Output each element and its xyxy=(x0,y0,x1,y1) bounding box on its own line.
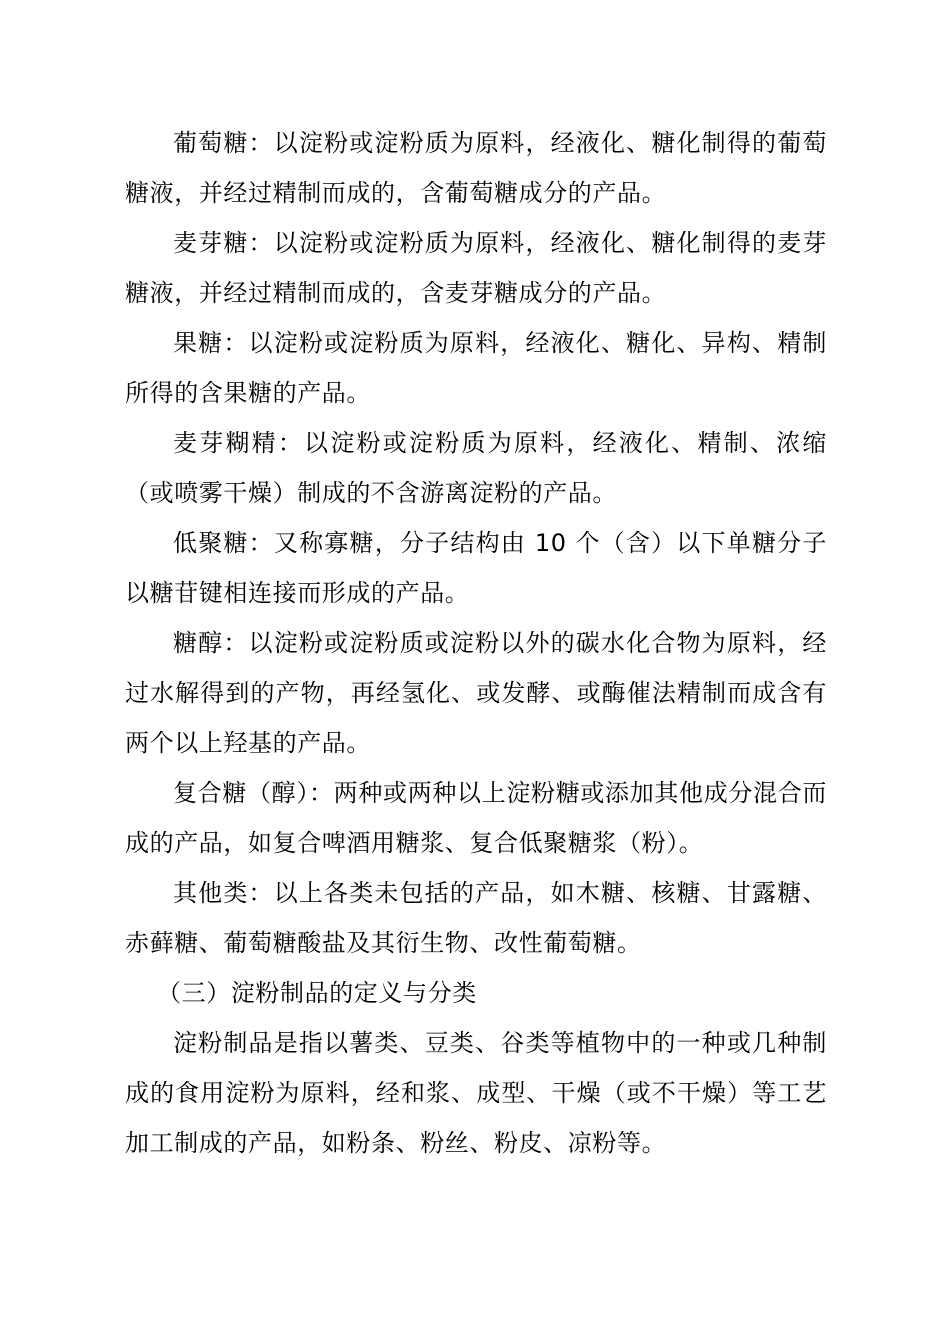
section-heading: （三）淀粉制品的定义与分类 xyxy=(157,979,477,1007)
paragraph-compound-sugar: 复合糖（醇）：两种或两种以上淀粉糖或添加其他成分混合而成的产品，如复合啤酒用糖浆、复合低聚糖浆（粉）。 xyxy=(125,779,827,857)
paragraph-sugar-alcohol: 糖醇：以淀粉或淀粉质或淀粉以外的碳水化合物为原料，经过水解得到的产物，再经氢化、或发酵、或酶催法精制而成含有两个以上羟基的产品。 xyxy=(125,629,827,757)
paragraph-other-types: 其他类：以上各类未包括的产品，如木糖、核糖、甘露糖、赤藓糖、葡萄糖酸盐及其衍生物、改性葡萄糖。 xyxy=(125,879,827,957)
paragraph-oligosaccharide: 低聚糖：又称寡糖，分子结构由 10 个（含）以下单糖分子以糖苷键相连接而形成的产品。 xyxy=(125,529,827,607)
paragraph-fructose: 果糖：以淀粉或淀粉质为原料，经液化、糖化、异构、精制所得的含果糖的产品。 xyxy=(125,329,827,407)
paragraph-maltose: 麦芽糖：以淀粉或淀粉质为原料，经液化、糖化制得的麦芽糖液，并经过精制而成的，含麦芽糖成分的产品。 xyxy=(125,229,827,307)
document-page xyxy=(125,118,827,1168)
paragraph-glucose: 葡萄糖：以淀粉或淀粉质为原料，经液化、糖化制得的葡萄糖液，并经过精制而成的，含葡萄糖成分的产品。 xyxy=(125,129,827,207)
paragraph-maltodextrin: 麦芽糊精：以淀粉或淀粉质为原料，经液化、精制、浓缩（或喷雾干燥）制成的不含游离淀粉的产品。 xyxy=(125,429,827,507)
paragraph-starch-products: 淀粉制品是指以薯类、豆类、谷类等植物中的一种或几种制成的食用淀粉为原料，经和浆、成型、干燥（或不干燥）等工艺加工制成的产品，如粉条、粉丝、粉皮、凉粉等。 xyxy=(125,1029,827,1157)
